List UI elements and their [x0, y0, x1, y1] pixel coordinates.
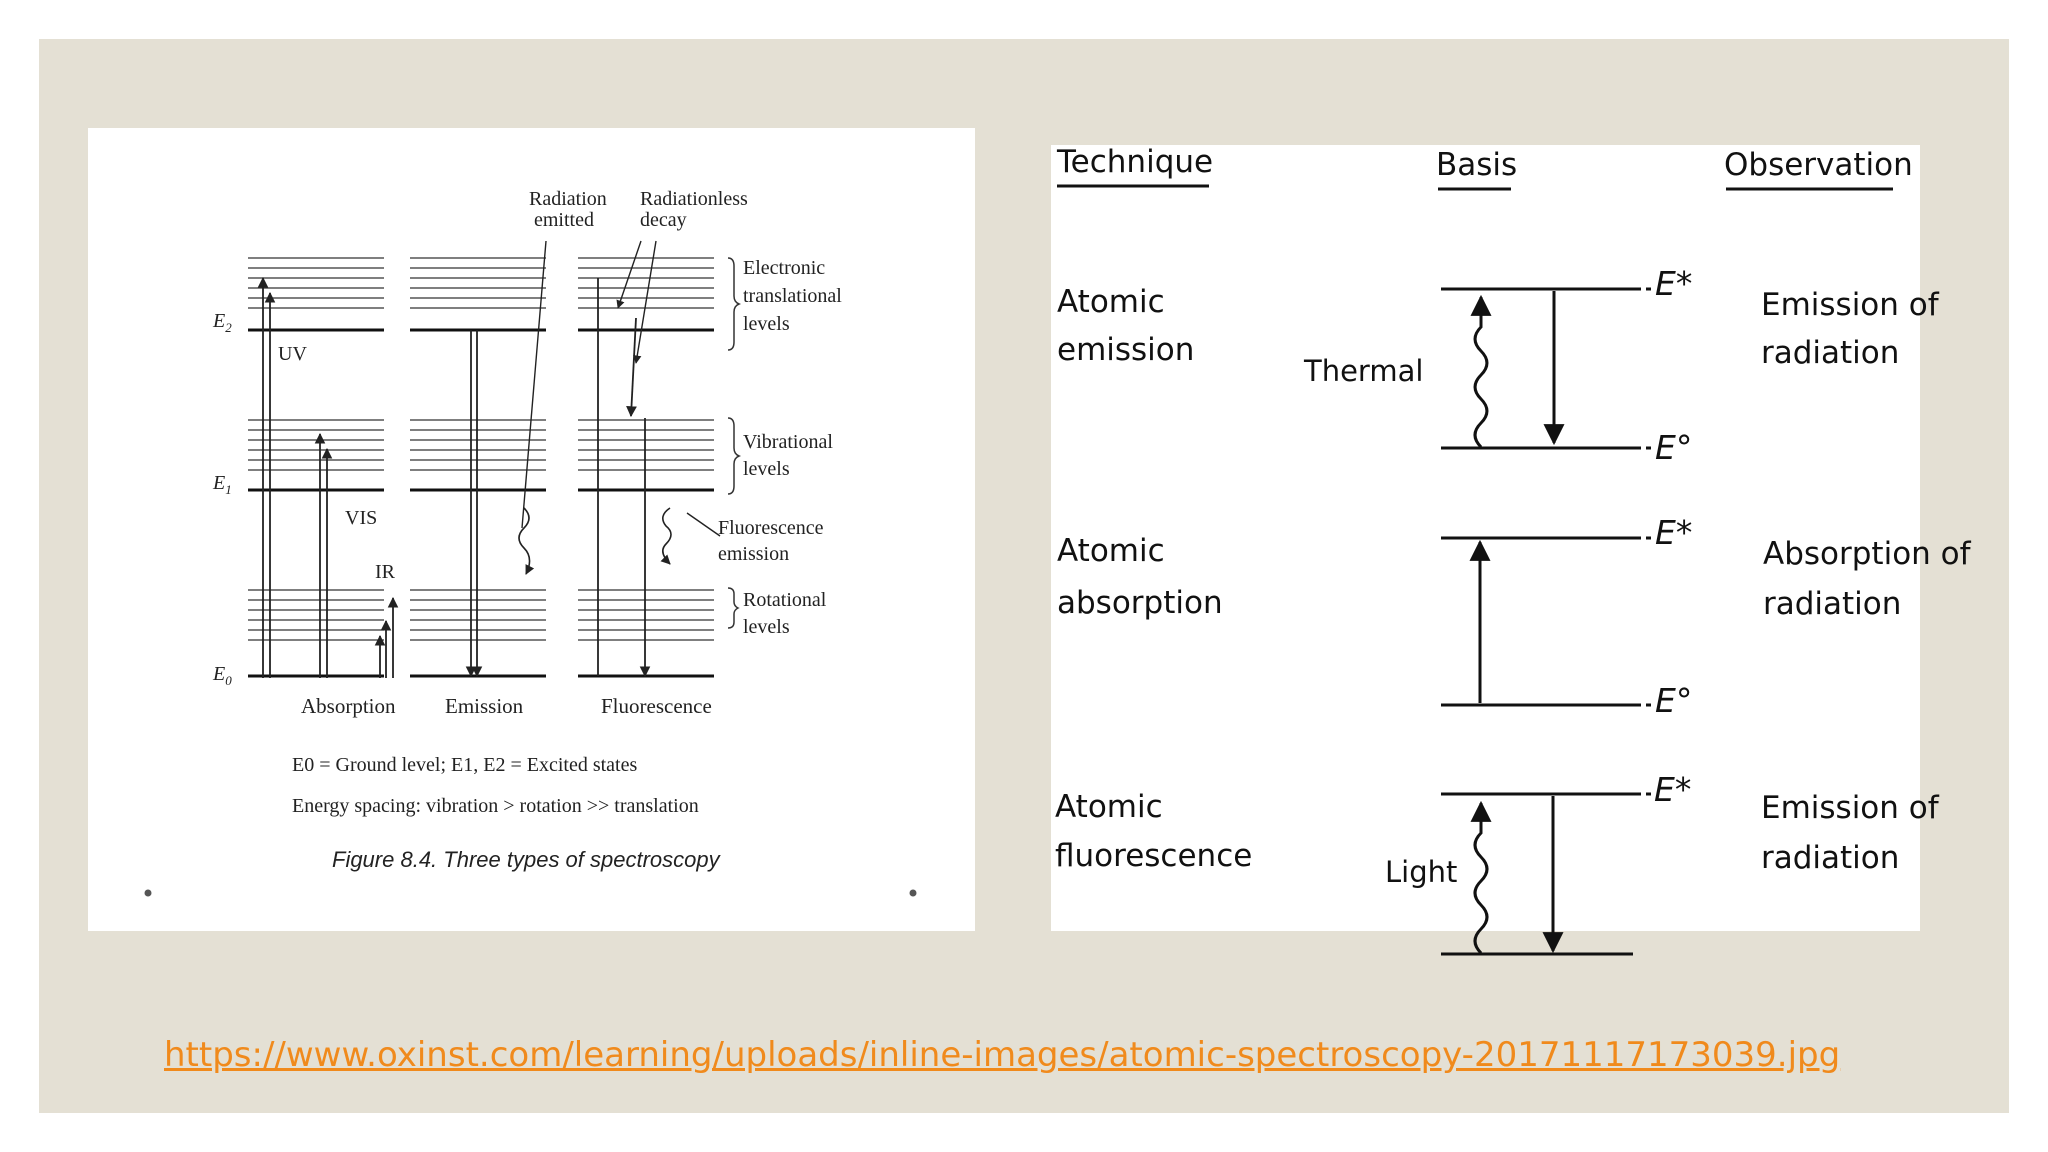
e1-label: $E_1$: [213, 472, 232, 497]
ir-label: IR: [375, 561, 395, 583]
technique-fluorescence: Atomic fluorescence: [1055, 789, 1253, 874]
absorption-energy-diagram: [1441, 538, 1651, 705]
thermal-label: Thermal: [1304, 354, 1424, 388]
energy-level-figure: [88, 128, 975, 931]
bullet-dot: [145, 890, 152, 897]
absorption-label: Absorption: [301, 694, 396, 718]
absorption-arrows: [263, 278, 393, 678]
figure-caption: Figure 8.4. Three types of spectroscopy: [332, 847, 720, 872]
light-label: Light: [1385, 855, 1458, 889]
uv-label: UV: [278, 343, 307, 365]
observation-fluorescence: Emission of radiation: [1761, 790, 1939, 876]
observation-absorption: Absorption of radiation: [1763, 536, 1971, 622]
source-url-link[interactable]: https://www.oxinst.com/learning/uploads/inline-images/atomic-spectroscopy-20171117173039.jpg: [164, 1035, 1841, 1075]
technique-header: Technique: [1057, 144, 1214, 180]
e-ground-label: E°: [1655, 681, 1693, 720]
bullet-dot: [910, 890, 917, 897]
e-star-label: E*: [1655, 513, 1693, 552]
vibrational-levels-label: Vibrational levels: [743, 431, 833, 480]
spacing-note: Energy spacing: vibration > rotation >> translation: [292, 795, 699, 817]
radiation-emitted-label: Radiation emitted: [529, 188, 607, 231]
e-star-label: E*: [1654, 770, 1692, 809]
technique-emission: Atomic emission: [1057, 284, 1195, 368]
emission-energy-diagram: [1441, 289, 1651, 448]
level-braces: [728, 258, 739, 628]
slide-background: [39, 39, 2009, 1113]
observation-header: Observation: [1724, 147, 1913, 183]
electronic-levels-label: Electronic translational levels: [743, 257, 842, 335]
e-star-label: E*: [1655, 264, 1693, 303]
e-ground-label: E°: [1655, 428, 1693, 467]
rotational-levels-label: Rotational levels: [743, 589, 827, 638]
vis-label: VIS: [345, 507, 378, 529]
levels-note: E0 = Ground level; E1, E2 = Excited states: [292, 754, 638, 776]
observation-emission: Emission of radiation: [1761, 287, 1939, 371]
emission-arrows: [471, 241, 546, 676]
radiationless-decay-label: Radiationless decay: [640, 188, 748, 231]
fluorescence-label: Fluorescence: [601, 694, 712, 718]
fluorescence-emission-label: Fluorescence emission: [718, 517, 824, 565]
emission-label: Emission: [445, 694, 524, 718]
technique-table-figure: [1051, 144, 1971, 931]
technique-absorption: Atomic absorption: [1057, 533, 1223, 621]
e0-label: $E_0$: [213, 663, 232, 688]
basis-header: Basis: [1436, 147, 1518, 183]
fluorescence-arrows: [598, 241, 720, 676]
fluorescence-energy-diagram: [1441, 794, 1651, 954]
e2-label: $E_2$: [213, 310, 232, 335]
